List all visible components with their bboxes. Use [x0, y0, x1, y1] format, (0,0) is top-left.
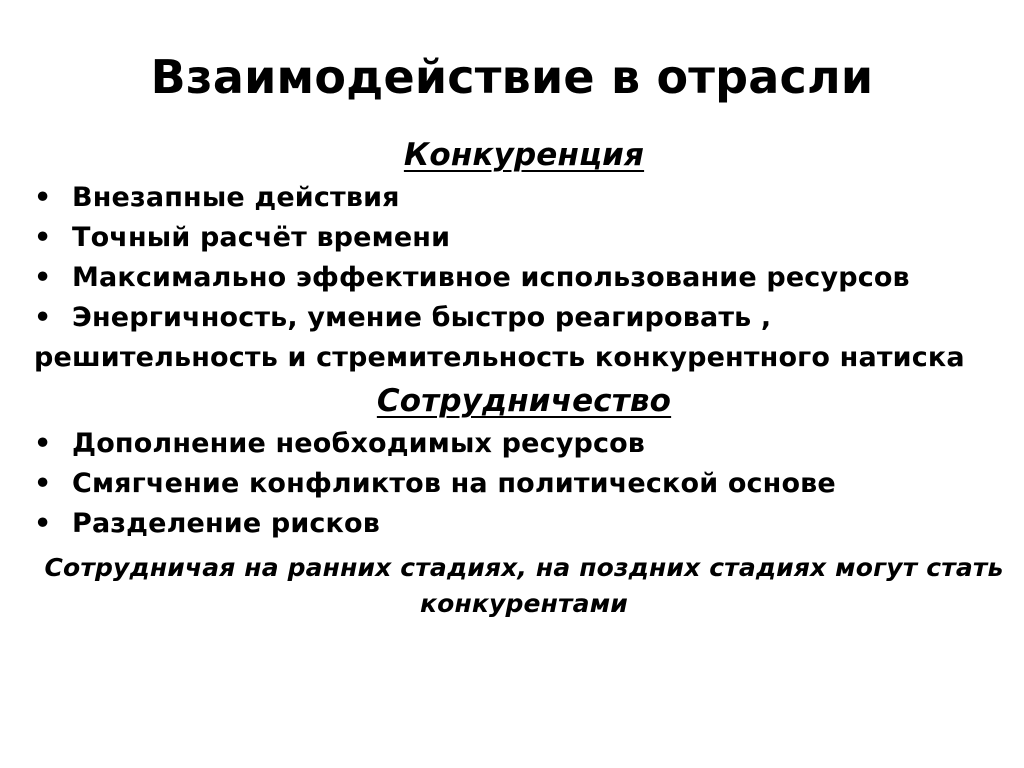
bullet-icon: • [34, 428, 52, 459]
competition-item-2 [34, 218, 1004, 258]
cooperation-item-2 [34, 464, 1004, 504]
cooperation-item-text: Смягчение конфликтов на политической основе [72, 468, 836, 499]
bullet-icon: • [34, 182, 52, 213]
summary-note: Сотрудничая на ранних стадиях, на поздних стадиях могут стать конкурентами [44, 553, 1004, 618]
bullet-icon: • [34, 468, 52, 499]
bullet-icon: • [34, 222, 52, 253]
competition-list [34, 178, 1004, 378]
cooperation-item-text: Разделение рисков [72, 508, 380, 539]
competition-item-text: Максимально эффективное использование ресурсов [72, 262, 910, 293]
bullet-icon: • [34, 508, 52, 539]
competition-item-text: Внезапные действия [72, 182, 400, 213]
competition-item-3 [34, 258, 1004, 298]
competition-heading: Конкуренция [403, 137, 645, 173]
slide-content [34, 132, 1004, 622]
cooperation-list [34, 424, 1004, 544]
cooperation-item-1 [34, 424, 1004, 464]
cooperation-item-3 [34, 504, 1004, 544]
bullet-icon: • [34, 262, 52, 293]
competition-item-4 [34, 298, 1004, 378]
competition-item-1 [34, 178, 1004, 218]
cooperation-heading: Сотрудничество [376, 383, 672, 419]
competition-item-text: Энергичность, умение быстро реагировать , решительность и стремительность конкурентного натиска [34, 302, 965, 373]
cooperation-item-text: Дополнение необходимых ресурсов [72, 428, 646, 459]
competition-item-text: Точный расчёт времени [72, 222, 451, 253]
bullet-icon: • [34, 302, 52, 333]
slide-title: Взаимодействие в отрасли [150, 50, 874, 104]
